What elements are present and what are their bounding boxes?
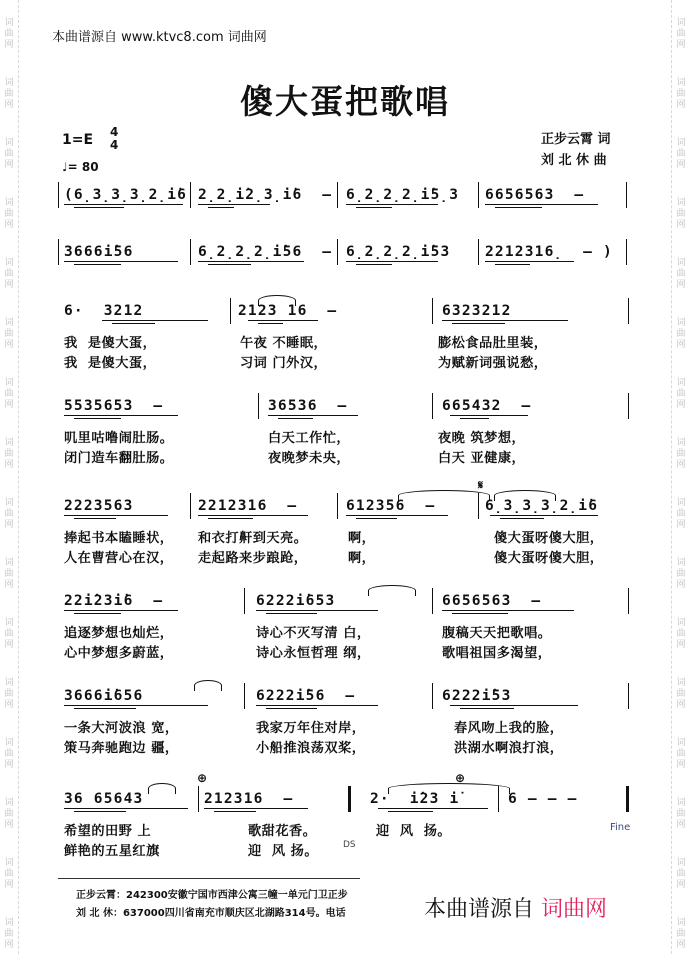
barline: [432, 393, 433, 419]
watermark-glyph: 词: [4, 618, 14, 628]
score-row: [58, 243, 636, 273]
watermark-glyph: 曲: [676, 389, 686, 399]
measure-notes: 6· 3212: [64, 303, 144, 319]
brand-prefix: 本曲谱源自: [424, 897, 535, 922]
measure-notes: 212316 –: [204, 791, 294, 807]
watermark-glyph: 曲: [4, 929, 14, 939]
watermark-glyph: 词: [676, 918, 686, 928]
measure-notes: 6 – – –: [508, 791, 578, 807]
beam-underline: [198, 261, 304, 262]
barline: [626, 182, 627, 208]
quarter-note-icon: ♩: [62, 160, 68, 174]
footer-divider: [58, 878, 360, 879]
watermark-glyph: 网: [4, 460, 14, 470]
beam-underline: [356, 207, 392, 208]
lyric-phrase: 我 是傻大蛋，: [64, 336, 157, 351]
lyric-phrase: 一条大河波浪 宽，: [64, 721, 179, 736]
beam-underline: [74, 418, 121, 419]
slur-arc: [494, 490, 556, 501]
lyric-line-1: [58, 717, 636, 737]
watermark-glyph: 曲: [676, 689, 686, 699]
beam-underline: [500, 518, 544, 519]
beam-underline: [64, 204, 183, 205]
watermark-glyph: 网: [4, 340, 14, 350]
lyric-phrase: 鲜艳的五星红旗: [64, 844, 160, 859]
score-row: [58, 687, 636, 756]
lyric-line-2: [58, 642, 636, 662]
lyric-phrase: 捧起书本瞌睡状，: [64, 531, 174, 546]
measure-notes: 6̣2̣2̣2̣i̇5̣3: [346, 187, 460, 203]
lyric-phrase: 走起路来步踉跄，: [198, 551, 308, 566]
lyric-line-2: [58, 737, 636, 757]
notes-line: [58, 497, 636, 519]
composer-credit: 刘 北 休 曲: [541, 153, 607, 168]
lyric-phrase: 闭门造车翻肚肠。: [64, 451, 174, 466]
beam-underline: [495, 264, 530, 265]
barline: [58, 239, 59, 265]
barline: [432, 298, 433, 324]
measure-notes: 3666i̇656: [64, 688, 144, 704]
watermark-glyph: 词: [4, 678, 14, 688]
beam-underline: [485, 204, 598, 205]
score-row: [58, 302, 636, 371]
beam-underline: [346, 261, 438, 262]
beam-underline: [204, 808, 308, 809]
barline: [628, 393, 629, 419]
lyric-phrase: 迎 风 扬。: [376, 824, 452, 839]
beam-underline: [64, 610, 178, 611]
measure-notes: 6̣2̣2̣2̣i̇53: [346, 244, 451, 260]
measure-notes: 36536 –: [268, 398, 348, 414]
beam-underline: [450, 415, 528, 416]
barline: [230, 298, 231, 324]
barline: [244, 588, 245, 614]
notes-line: [58, 243, 636, 265]
measure-notes: 22i̇23i̇6 –: [64, 593, 164, 609]
watermark-glyph: 网: [676, 580, 686, 590]
watermark-glyph: 曲: [676, 749, 686, 759]
watermark-glyph: 曲: [676, 329, 686, 339]
beam-underline: [450, 705, 578, 706]
lyric-line-1: [58, 332, 636, 352]
watermark-glyph: 曲: [676, 29, 686, 39]
lyric-line-1: [58, 622, 636, 642]
lyric-phrase: 啊，: [348, 531, 376, 546]
watermark-glyph: 曲: [676, 509, 686, 519]
watermark-glyph: 词: [4, 918, 14, 928]
watermark-column-left: [0, 0, 19, 954]
lyric-line-2: [58, 447, 636, 467]
beam-underline: [268, 415, 358, 416]
slur-arc: [398, 490, 490, 501]
barline: [628, 588, 629, 614]
watermark-glyph: 词: [4, 798, 14, 808]
watermark-glyph: 词: [676, 558, 686, 568]
watermark-glyph: 曲: [4, 389, 14, 399]
key-signature: 1=E: [62, 132, 94, 148]
watermark-glyph: 网: [676, 880, 686, 890]
measure-notes: 665432 –: [442, 398, 532, 414]
beam-underline: [208, 518, 253, 519]
beam-underline: [490, 515, 598, 516]
watermark-glyph: 网: [676, 520, 686, 530]
beam-underline: [346, 515, 448, 516]
watermark-glyph: 网: [4, 220, 14, 230]
song-title: 傻大蛋把歌唱: [240, 82, 450, 121]
watermark-glyph: 词: [4, 258, 14, 268]
measure-notes: 6323212: [442, 303, 512, 319]
brand-name: 词曲网: [541, 897, 608, 922]
watermark-glyph: 网: [676, 280, 686, 290]
watermark-glyph: 词: [4, 138, 14, 148]
barline: [58, 182, 59, 208]
lyric-line-1: [58, 820, 636, 840]
slur-arc: [148, 783, 176, 794]
watermark-glyph: 曲: [676, 869, 686, 879]
measure-notes: 2̣2̣i̇2̣3̣i̇6 –: [198, 187, 333, 203]
slur-arc: [388, 783, 510, 794]
beam-underline: [452, 613, 508, 614]
lyric-phrase: 夜晚 筑梦想，: [438, 431, 526, 446]
score-row: [58, 397, 636, 466]
score-row: [58, 497, 636, 566]
notes-line: [58, 186, 636, 208]
barline: [478, 182, 479, 208]
lyric-line-1: [58, 427, 636, 447]
watermark-glyph: 曲: [676, 929, 686, 939]
watermark-glyph: 网: [4, 640, 14, 650]
watermark-glyph: 词: [676, 258, 686, 268]
watermark-glyph: 曲: [676, 149, 686, 159]
watermark-glyph: 网: [676, 220, 686, 230]
barline: [258, 393, 259, 419]
beam-underline: [198, 515, 308, 516]
watermark-glyph: 曲: [4, 209, 14, 219]
lyric-phrase: 我家万年住对岸，: [256, 721, 366, 736]
watermark-glyph: 曲: [4, 29, 14, 39]
lyric-phrase: 腹稿天天把歌唱。: [442, 626, 552, 641]
beam-underline: [442, 320, 568, 321]
measure-notes: 2223563: [64, 498, 134, 514]
beam-underline: [64, 705, 208, 706]
notes-line: [58, 302, 636, 324]
final-barline: [348, 786, 351, 812]
beam-underline: [460, 418, 489, 419]
barline: [432, 683, 433, 709]
notes-line: [58, 790, 636, 812]
lyric-phrase: 傻大蛋呀傻大胆，: [494, 531, 604, 546]
watermark-glyph: 网: [4, 40, 14, 50]
final-barline: [626, 786, 629, 812]
measure-notes: 2212316 –: [198, 498, 298, 514]
coda-icon: ⊕: [197, 771, 208, 785]
lyricist-contact: 正步云霄：242300安徽宁国市西津公寓三幢一单元门卫正步: [76, 890, 348, 901]
lyric-phrase: 追逐梦想也灿烂，: [64, 626, 174, 641]
lyric-line-2: [58, 547, 636, 567]
watermark-glyph: 词: [4, 198, 14, 208]
watermark-glyph: 网: [4, 760, 14, 770]
time-signature-top: 4: [110, 125, 119, 139]
watermark-glyph: 词: [676, 198, 686, 208]
beam-underline: [256, 705, 378, 706]
measure-notes: 2212316̣ – ): [485, 244, 613, 260]
measure-notes: 6̣2̣2̣2̣i̇56 –: [198, 244, 333, 260]
notes-line: [58, 592, 636, 614]
beam-underline: [266, 613, 317, 614]
lyric-phrase: 希望的田野 上: [64, 824, 152, 839]
beam-underline: [64, 515, 168, 516]
lyric-phrase: 心中梦想多蔚蓝，: [64, 646, 174, 661]
watermark-glyph: 曲: [676, 269, 686, 279]
beam-underline: [214, 811, 256, 812]
watermark-glyph: 词: [4, 858, 14, 868]
watermark-glyph: 词: [4, 78, 14, 88]
beam-underline: [452, 323, 505, 324]
lyric-phrase: 叽里咕噜闹肚肠。: [64, 431, 174, 446]
watermark-glyph: 网: [676, 940, 686, 950]
watermark-glyph: 词: [676, 438, 686, 448]
measure-notes: 6222i̇53: [442, 688, 512, 704]
watermark-glyph: 曲: [4, 689, 14, 699]
watermark-glyph: 词: [4, 498, 14, 508]
beam-underline: [74, 811, 126, 812]
lyric-phrase: 歌唱祖国多渴望，: [442, 646, 552, 661]
notes-line: [58, 397, 636, 419]
time-signature-bottom: 4: [110, 138, 119, 152]
lyric-line-2: [58, 352, 636, 372]
lyric-phrase: 膨松食品肚里装，: [438, 336, 548, 351]
watermark-glyph: 网: [676, 700, 686, 710]
beam-underline: [112, 323, 155, 324]
watermark-glyph: 曲: [676, 809, 686, 819]
watermark-glyph: 曲: [4, 869, 14, 879]
watermark-glyph: 词: [4, 438, 14, 448]
measure-notes: 6656563 –: [485, 187, 585, 203]
watermark-glyph: 网: [676, 460, 686, 470]
barline: [337, 493, 338, 519]
watermark-glyph: 曲: [4, 449, 14, 459]
beam-underline: [64, 261, 178, 262]
beam-underline: [208, 264, 251, 265]
tempo-value: = 80: [67, 160, 99, 174]
beam-underline: [356, 518, 397, 519]
watermark-glyph: 词: [676, 498, 686, 508]
watermark-glyph: 曲: [4, 269, 14, 279]
lyric-phrase: 午夜 不睡眠，: [240, 336, 328, 351]
watermark-glyph: 词: [4, 18, 14, 28]
barline: [626, 239, 627, 265]
watermark-glyph: 词: [676, 618, 686, 628]
composer-contact: 刘 北 休：637000四川省南充市顺庆区北湖路314号。电话: [76, 908, 346, 919]
coda-icon: ⊕: [455, 771, 466, 785]
lyric-phrase: 策马奔驰跑边 疆，: [64, 741, 179, 756]
slur-arc: [368, 585, 416, 596]
score-row: [58, 592, 636, 661]
barline: [432, 588, 433, 614]
watermark-glyph: 词: [676, 378, 686, 388]
watermark-glyph: 词: [676, 78, 686, 88]
lyric-phrase: 习词 门外汉，: [240, 356, 328, 371]
measure-notes: 2· i̇23 i̇: [370, 791, 460, 807]
watermark-glyph: 网: [676, 100, 686, 110]
watermark-glyph: 网: [676, 40, 686, 50]
barline: [478, 239, 479, 265]
watermark-glyph: 曲: [676, 209, 686, 219]
lyric-phrase: 和衣打鼾到天亮。: [198, 531, 308, 546]
lyric-phrase: 人在曹营心在汉，: [64, 551, 174, 566]
lyric-phrase: 夜晚梦未央，: [268, 451, 351, 466]
lyric-phrase: 洪湖水啊浪打浪，: [454, 741, 564, 756]
beam-underline: [256, 610, 378, 611]
watermark-glyph: 网: [4, 580, 14, 590]
watermark-glyph: 网: [4, 520, 14, 530]
watermark-glyph: 网: [4, 100, 14, 110]
beam-underline: [460, 708, 514, 709]
watermark-glyph: 曲: [676, 629, 686, 639]
measure-notes: 2123 16 –: [238, 303, 338, 319]
source-header: 本曲谱源自 www.ktvc8.com 词曲网: [52, 30, 267, 45]
slur-arc: [258, 295, 296, 306]
measure-notes: 36 65643: [64, 791, 144, 807]
beam-underline: [74, 708, 136, 709]
lyric-phrase: 诗心不灭写清 白，: [256, 626, 371, 641]
lyric-phrase: 我 是傻大蛋，: [64, 356, 157, 371]
watermark-glyph: 词: [676, 858, 686, 868]
watermark-glyph: 曲: [676, 449, 686, 459]
barline: [198, 786, 199, 812]
barline: [337, 182, 338, 208]
watermark-glyph: 网: [676, 340, 686, 350]
watermark-glyph: 曲: [676, 89, 686, 99]
watermark-glyph: 网: [676, 160, 686, 170]
lyric-phrase: 歌甜花香。: [248, 824, 317, 839]
barline: [337, 239, 338, 265]
barline: [244, 683, 245, 709]
watermark-glyph: 网: [4, 400, 14, 410]
measure-notes: 3666i̇56: [64, 244, 134, 260]
brand-footer: [424, 892, 607, 923]
watermark-glyph: 曲: [4, 629, 14, 639]
notes-line: [58, 687, 636, 709]
beam-underline: [442, 610, 574, 611]
watermark-glyph: 网: [4, 880, 14, 890]
watermark-glyph: 网: [676, 400, 686, 410]
beam-underline: [74, 264, 121, 265]
watermark-column-right: [671, 0, 690, 954]
beam-underline: [485, 261, 574, 262]
time-signature: [110, 126, 118, 152]
watermark-glyph: 曲: [4, 749, 14, 759]
watermark-glyph: 网: [676, 760, 686, 770]
beam-underline: [378, 808, 488, 809]
watermark-glyph: 词: [676, 318, 686, 328]
beam-underline: [74, 207, 124, 208]
lyric-phrase: 为赋新词强说愁，: [438, 356, 548, 371]
fine-mark: Fine: [610, 822, 631, 833]
beam-underline: [266, 708, 317, 709]
barline: [190, 182, 191, 208]
beam-underline: [208, 207, 234, 208]
measure-notes: 6222i̇56 –: [256, 688, 356, 704]
watermark-glyph: 词: [4, 318, 14, 328]
watermark-glyph: 词: [4, 738, 14, 748]
beam-underline: [102, 320, 208, 321]
watermark-glyph: 网: [4, 820, 14, 830]
watermark-glyph: 词: [676, 798, 686, 808]
watermark-glyph: 曲: [676, 569, 686, 579]
barline: [628, 683, 629, 709]
watermark-glyph: 曲: [4, 569, 14, 579]
beam-underline: [278, 418, 313, 419]
watermark-glyph: 网: [4, 700, 14, 710]
ds-mark: DS: [343, 840, 356, 850]
watermark-glyph: 曲: [4, 509, 14, 519]
watermark-glyph: 词: [676, 138, 686, 148]
watermark-glyph: 网: [4, 160, 14, 170]
score-row: [58, 186, 636, 216]
beam-underline: [356, 264, 392, 265]
lyric-phrase: 迎 风 扬。: [248, 844, 319, 859]
lyric-phrase: 白天 亚健康，: [438, 451, 526, 466]
segno-icon: 𝄋: [478, 478, 484, 492]
beam-underline: [74, 518, 116, 519]
watermark-glyph: 曲: [4, 149, 14, 159]
lyric-phrase: 傻大蛋呀傻大胆，: [494, 551, 604, 566]
measure-notes: 6222i̇653: [256, 593, 336, 609]
slur-arc: [194, 680, 222, 691]
watermark-glyph: 网: [676, 640, 686, 650]
lyric-phrase: 诗心永恒哲理 纲，: [256, 646, 371, 661]
beam-underline: [388, 811, 433, 812]
lyric-phrase: 啊，: [348, 551, 376, 566]
watermark-glyph: 词: [676, 738, 686, 748]
beam-underline: [258, 323, 283, 324]
beam-underline: [346, 204, 438, 205]
measure-notes: 6656563 –: [442, 593, 542, 609]
measure-notes: 6̣3̣3̣3̣2̣i̇6: [485, 498, 599, 514]
watermark-glyph: 网: [4, 280, 14, 290]
beam-underline: [64, 415, 178, 416]
watermark-glyph: 词: [676, 678, 686, 688]
tempo-marking: [62, 160, 99, 174]
measure-notes: (6̣3̣3̣3̣2̣i̇6: [64, 187, 188, 203]
lyric-line-1: [58, 527, 636, 547]
beam-underline: [495, 207, 542, 208]
watermark-glyph: 词: [4, 558, 14, 568]
beam-underline: [198, 204, 270, 205]
barline: [190, 239, 191, 265]
beam-underline: [64, 808, 188, 809]
watermark-glyph: 词: [676, 18, 686, 28]
barline: [190, 493, 191, 519]
watermark-glyph: 曲: [4, 329, 14, 339]
measure-notes: 5535653 –: [64, 398, 164, 414]
beam-underline: [248, 320, 318, 321]
lyric-phrase: 白天工作忙，: [268, 431, 351, 446]
watermark-glyph: 网: [4, 940, 14, 950]
lyricist-credit: 正步云霄 词: [541, 132, 611, 147]
watermark-glyph: 词: [4, 378, 14, 388]
barline: [628, 298, 629, 324]
watermark-glyph: 网: [676, 820, 686, 830]
watermark-glyph: 曲: [4, 809, 14, 819]
lyric-phrase: 春风吻上我的脸，: [454, 721, 564, 736]
measure-notes: 612356 –: [346, 498, 436, 514]
beam-underline: [74, 613, 121, 614]
lyric-phrase: 小船推浪荡双桨，: [256, 741, 366, 756]
watermark-glyph: 曲: [4, 89, 14, 99]
